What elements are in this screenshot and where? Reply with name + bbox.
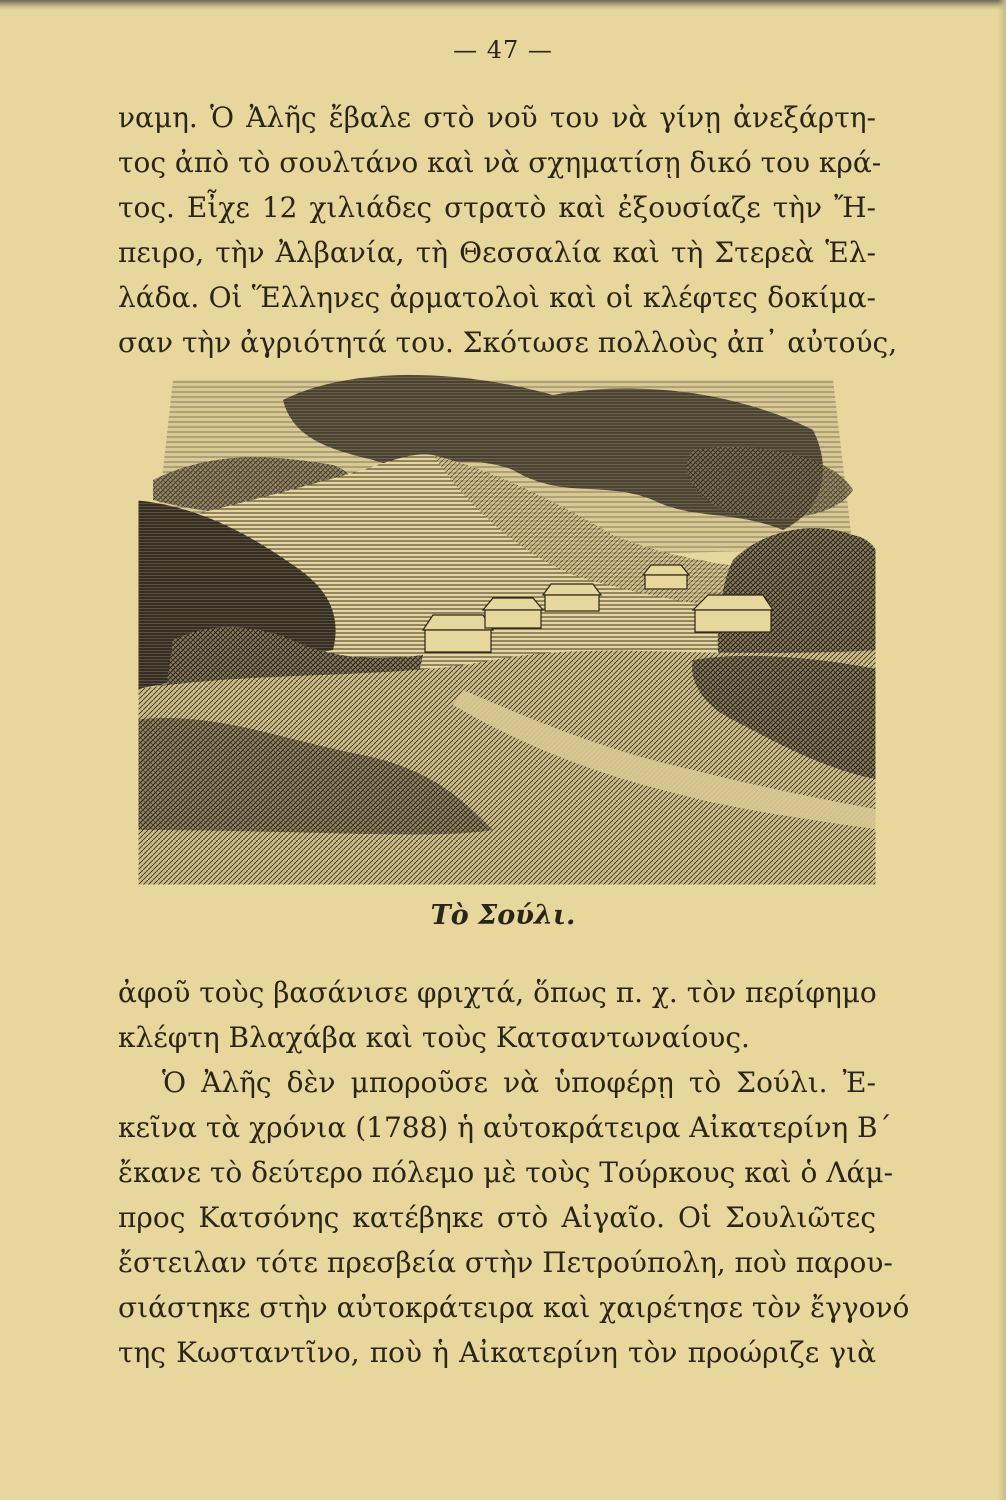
text-line: ἔστειλαν τότε πρεσβεία στὴν Πετρούπολη, ποὺ παρου-	[118, 1246, 893, 1279]
text-line: ναμη. Ὁ Ἀλῆς ἔβαλε στὸ νοῦ του νὰ γίνῃ ἀνεξάρτη-	[118, 101, 876, 134]
text-line: ἔκανε τὸ δεύτερο πόλεμο μὲ τοὺς Τούρκους καὶ ὁ Λάμ-	[118, 1156, 894, 1189]
text-line: της Κωσταντῖνο, ποὺ ἡ Αἰκατερίνη τὸν προώριζε γιὰ	[118, 1336, 876, 1369]
page-top-edge	[0, 0, 1006, 10]
text-line: λάδα. Οἱ Ἕλληνες ἀρματολοὶ καὶ οἱ κλέφτες δοκίμα-	[118, 281, 876, 314]
paragraph-top	[118, 95, 898, 365]
text-line: τος. Εἶχε 12 χιλιάδες στρατὸ καὶ ἐξουσίαζε τὴν Ἤ-	[118, 191, 876, 224]
paragraph-bottom	[118, 970, 910, 1375]
text-line: κλέφτη Βλαχάβα καὶ τοὺς Κατσαντωναίους.	[118, 1021, 750, 1054]
text-line: σιάστηκε στὴν αὐτοκράτειρα καὶ χαιρέτησε τὸν ἔγγονό	[118, 1291, 910, 1324]
text-line: τος ἀπὸ τὸ σουλτάνο καὶ νὰ σχηματίσῃ δικό του κρά-	[118, 146, 882, 179]
page-right-edge	[998, 0, 1006, 1500]
figure-caption: Τὸ Σούλι.	[430, 900, 576, 931]
text-line: πειρο, τὴν Ἀλβανία, τὴ Θεσσαλία καὶ τὴ Στερεὰ Ἑλ-	[118, 236, 876, 269]
text-line: σαν τὴν ἀγριότητά του. Σκότωσε πολλοὺς ἀπ᾽ αὐτούς,	[118, 326, 898, 359]
landscape-engraving	[133, 360, 881, 890]
engraving-illustration	[133, 360, 881, 890]
text-line: κεῖνα τὰ χρόνια (1788) ἡ αὐτοκράτειρα Αἰκατερίνη Β´	[118, 1111, 892, 1144]
text-line: Ὁ Ἀλῆς δὲν μποροῦσε νὰ ὑποφέρῃ τὸ Σούλι. Ἐ-	[162, 1066, 876, 1099]
text-line: ἀφοῦ τοὺς βασάνισε φριχτά, ὅπως π. χ. τὸν περίφημο	[118, 976, 877, 1009]
text-line: προς Κατσόνης κατέβηκε στὸ Αἰγαῖο. Οἱ Σουλιῶτες	[118, 1201, 876, 1234]
page-number: — 47 —	[453, 36, 553, 64]
